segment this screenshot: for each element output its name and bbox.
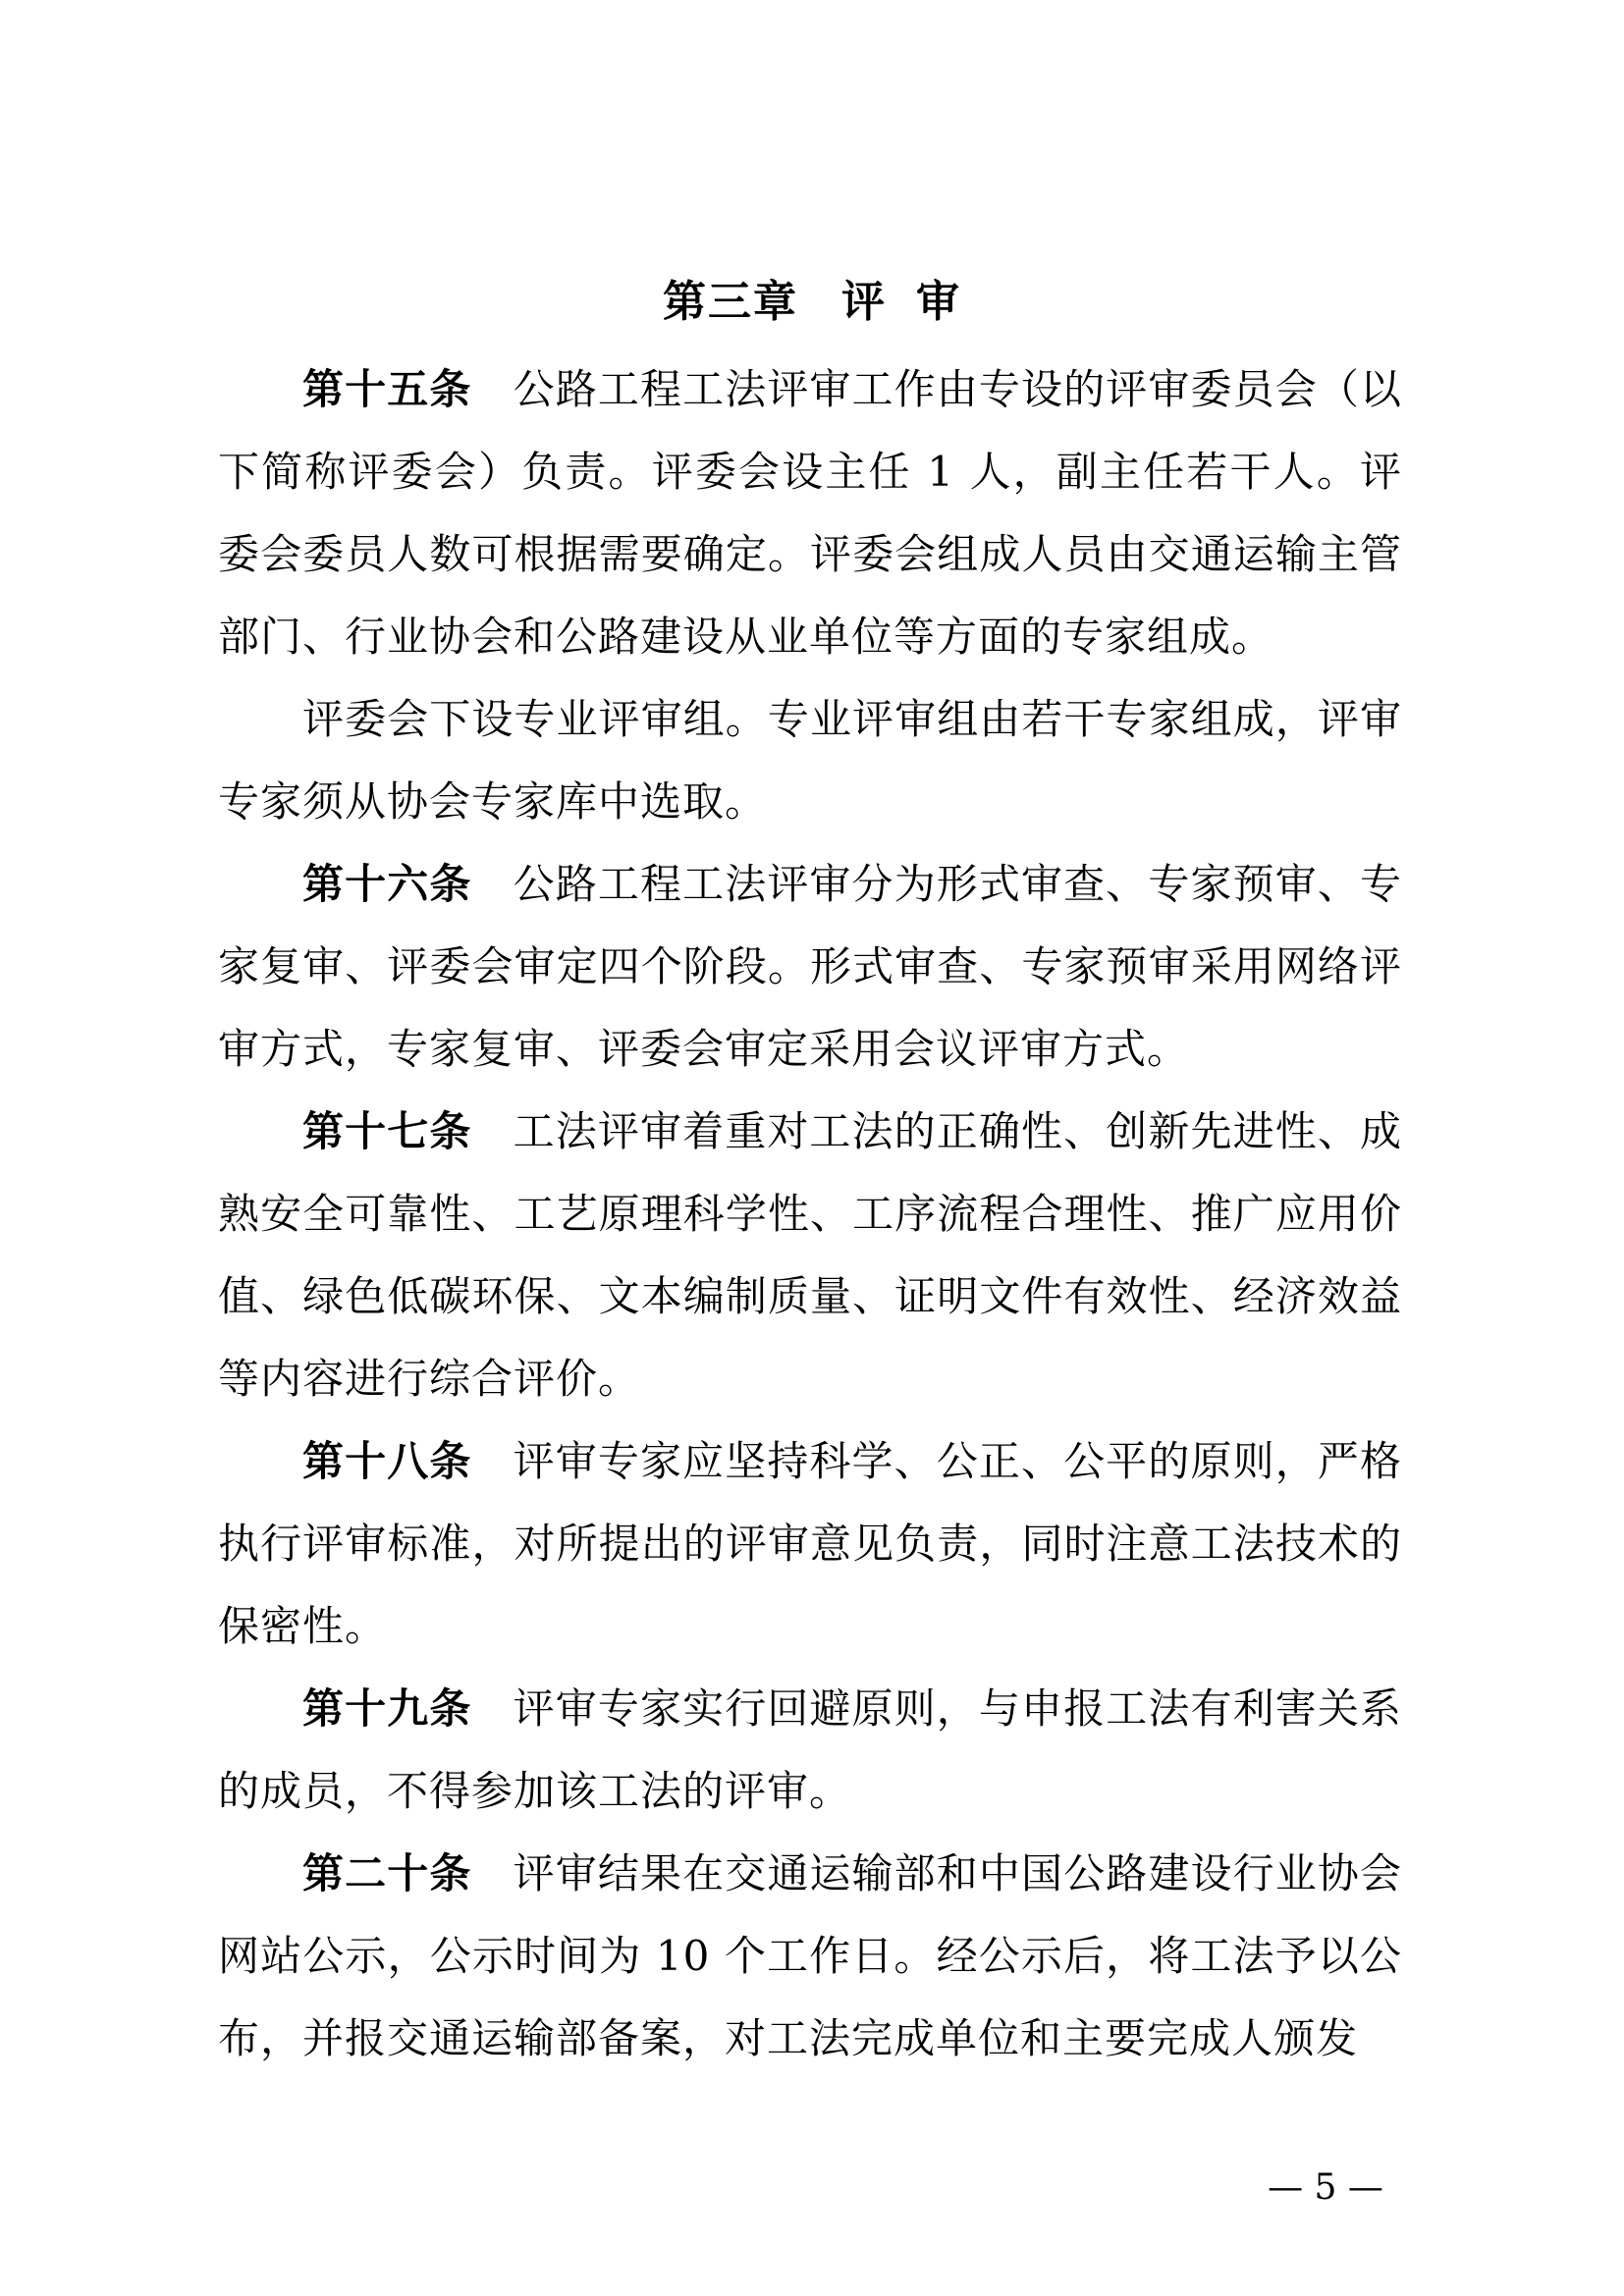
chapter-title-char-1: 评 xyxy=(841,277,887,327)
article-18 xyxy=(218,1420,1402,1668)
article-text: 工法评审着重对工法的正确性、创新先进性、成熟安全可靠性、工艺原理科学性、工序流程合理性、推广应用价值、绿色低碳环保、文本编制质量、证明文件有效性、经济效益等内容进行综合评价。 xyxy=(218,1107,1402,1403)
article-heading: 第十九条 xyxy=(302,1684,472,1733)
chapter-title-char-2: 审 xyxy=(916,277,961,327)
article-text: 公路工程工法评审分为形式审查、专家预审、专家复审、评委会审定四个阶段。形式审查、专家预审采用网络评审方式，专家复审、评委会审定采用会议评审方式。 xyxy=(218,860,1402,1073)
chapter-title xyxy=(0,273,1624,332)
article-17 xyxy=(218,1091,1402,1420)
article-heading: 第十六条 xyxy=(302,860,472,908)
body-text xyxy=(218,348,1402,2080)
article-heading: 第十五条 xyxy=(302,365,472,413)
page-number: — 5 — xyxy=(1268,2167,1383,2208)
article-text: 公路工程工法评审工作由专设的评审委员会（以下简称评委会）负责。评委会设主任 1 人，副主任若干人。评委会委员人数可根据需要确定。评委会组成人员由交通运输主管部门、行业协会和公路建设从业单位等方面的专家组成。 xyxy=(218,365,1402,661)
article-20 xyxy=(218,1833,1402,2080)
article-heading: 第十八条 xyxy=(302,1437,472,1485)
article-text: 评审专家应坚持科学、公正、公平的原则，严格执行评审标准，对所提出的评审意见负责，同时注意工法技术的保密性。 xyxy=(218,1437,1402,1650)
article-15 xyxy=(218,348,1402,678)
article-heading: 第二十条 xyxy=(302,1849,472,1897)
article-heading: 第十七条 xyxy=(302,1107,472,1155)
article-text: 评审专家实行回避原则，与申报工法有利害关系的成员，不得参加该工法的评审。 xyxy=(218,1684,1402,1815)
article-16 xyxy=(218,843,1402,1091)
article-text: 评委会下设专业评审组。专业评审组由若干专家组成，评审专家须从协会专家库中选取。 xyxy=(218,695,1402,826)
article-15-paragraph-2 xyxy=(218,678,1402,843)
article-text: 评审结果在交通运输部和中国公路建设行业协会网站公示，公示时间为 10 个工作日。经公示后，将工法予以公布，并报交通运输部备案，对工法完成单位和主要完成人颁发 xyxy=(218,1849,1402,2062)
chapter-label: 第三章 xyxy=(663,277,798,327)
article-19 xyxy=(218,1668,1402,1833)
